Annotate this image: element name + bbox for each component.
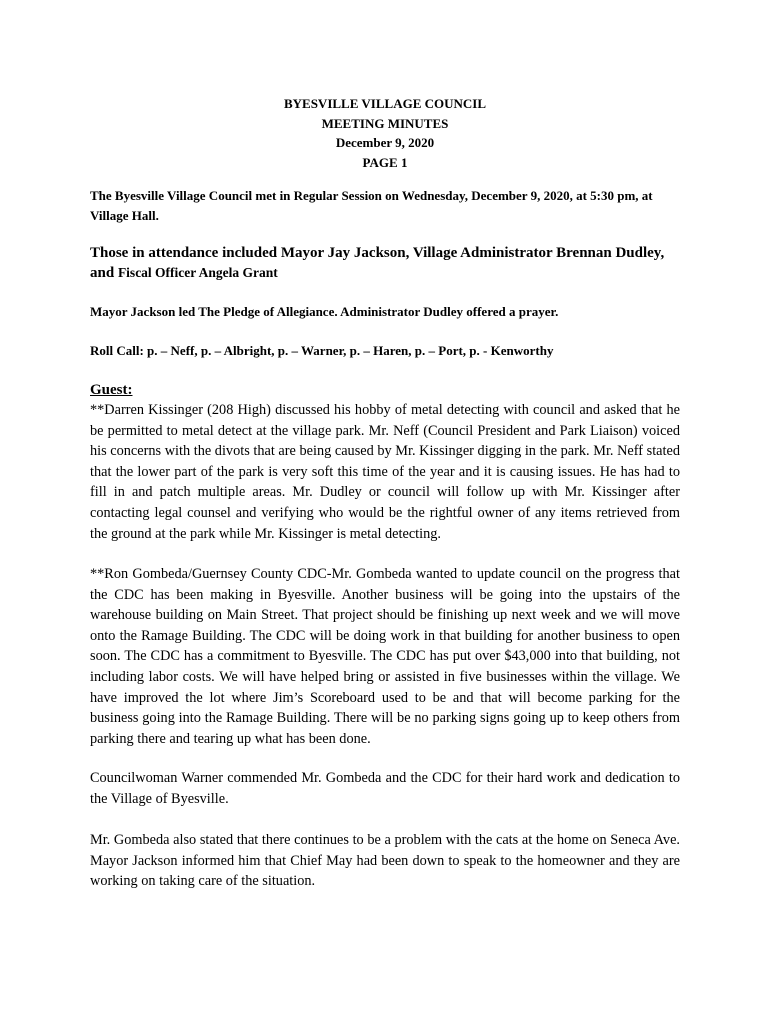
attendance-main: Those in attendance included Mayor Jay Jackson, Village Administrator Brennan Dudley, and [90,245,665,281]
attendance-paragraph [90,243,680,283]
cats-problem-paragraph: Mr. Gombeda also stated that there continues to be a problem with the cats at the home on Seneca Ave. Mayor Jackson informed him that Chief May had been down to speak to the homeowner and they are working on taking care of the situation. [90,832,680,890]
guest-heading: Guest: [90,382,133,398]
warner-commendation-paragraph: Councilwoman Warner commended Mr. Gombeda and the CDC for their hard work and dedication to the Village of Byesville. [90,770,680,807]
council-name-heading: BYESVILLE VILLAGE COUNCIL [283,96,487,111]
page-number: PAGE 1 [362,154,408,170]
document-header [0,94,770,172]
attendance-tail: Fiscal Officer Angela Grant [117,265,278,280]
session-intro: The Byesville Village Council met in Regular Session on Wednesday, December 9, 2020, at 5:30 pm, at Village Hall. [90,188,653,223]
meeting-date: December 9, 2020 [335,135,435,150]
darren-kissinger-paragraph: **Darren Kissinger (208 High) discussed his hobby of metal detecting with council and asked that he be permitted to metal detect at the village park. Mr. Neff (Council President and Park Liaison) voiced his concerns with the divots that are being caused by Mr. Kissinger digging in the park. Mr. Neff stated that the lower part of the park is very soft this time of the year and it is causing issues. He has had to fill in and patch multiple areas. Mr. Dudley or council will follow up with Mr. Kissinger after contacting legal counsel and verifying who would be the rightful owner of any items retrieved from the ground at the park while Mr. Kissinger is metal detecting. [90,402,680,542]
roll-call: Roll Call: p. – Neff, p. – Albright, p. – Warner, p. – Haren, p. – Port, p. - Kenworthy [90,343,554,358]
pledge-paragraph: Mayor Jackson led The Pledge of Allegiance. Administrator Dudley offered a prayer. [90,304,559,319]
ron-gombeda-paragraph: **Ron Gombeda/Guernsey County CDC-Mr. Gombeda wanted to update council on the progress that the CDC has been making in Byesville. Another business will be going into the upstairs of the warehouse building on Main Street. That project should be finishing up next week and we will move onto the Ramage Building. The CDC will be doing work in that building for another business to open soon. The CDC has a commitment to Byesville. The CDC has put over $43,000 into that building, not including labor costs. We will have helped bring or assisted in five businesses within the village. We have improved the lot where Jim’s Scoreboard used to be and that will become parking for the business going into the Ramage Building. There will be no parking signs going up to keep others from parking there and tearing up what has been done. [90,566,680,747]
minutes-heading: MEETING MINUTES [321,115,449,131]
